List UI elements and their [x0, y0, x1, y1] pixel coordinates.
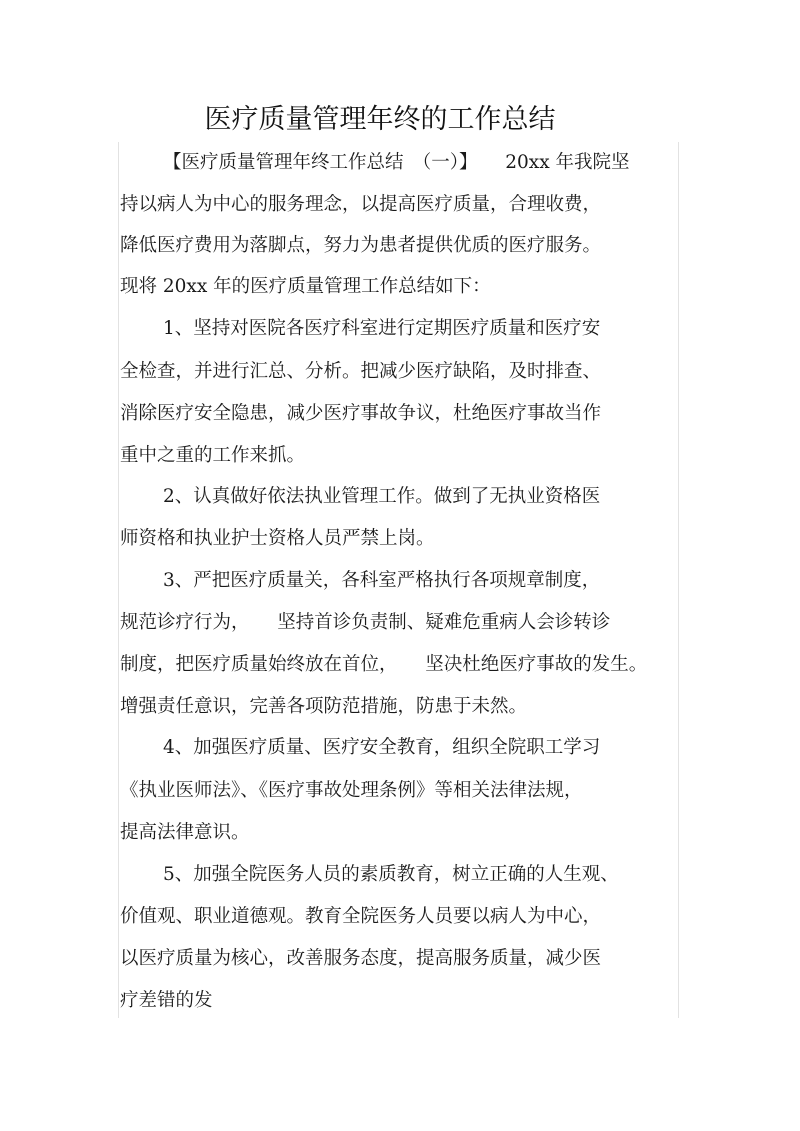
page-frame-right-border — [678, 142, 679, 1018]
paragraph-line: 消除医疗安全隐患，减少医疗事故争议，杜绝医疗事故当作 — [120, 403, 602, 424]
paragraph-line: 以医疗质量为核心，改善服务态度，提高服务质量，减少医 — [120, 948, 602, 969]
paragraph-line: 持以病人为中心的服务理念，以提高医疗质量，合理收费， — [120, 194, 602, 215]
paragraph-line: 2、认真做好依法执业管理工作。做到了无执业资格医 — [163, 486, 601, 507]
paragraph-line: 【医疗质量管理年终工作总结 （一）】 20xx 年我院坚 — [163, 152, 630, 173]
paragraph-line: 《执业医师法》、《医疗事故处理条例》等相关法律法规， — [120, 780, 583, 801]
paragraph-line: 提高法律意识。 — [120, 822, 250, 843]
paragraph-line: 价值观、职业道德观。教育全院医务人员要以病人为中心， — [120, 906, 602, 927]
paragraph-line: 1、坚持对医院各医疗科室进行定期医疗质量和医疗安 — [163, 318, 601, 339]
paragraph-line: 制度，把医疗质量始终放在首位， 坚决杜绝医疗事故的发生。 — [120, 654, 648, 675]
paragraph-line: 重中之重的工作来抓。 — [120, 445, 306, 466]
paragraph-line: 师资格和执业护士资格人员严禁上岗。 — [120, 528, 435, 549]
paragraph-line: 增强责任意识，完善各项防范措施，防患于未然。 — [120, 696, 528, 717]
paragraph-line: 降低医疗费用为落脚点，努力为患者提供优质的医疗服务。 — [120, 235, 602, 256]
paragraph-line: 疗差错的发 — [120, 990, 213, 1011]
paragraph-line: 现将 20xx 年的医疗质量管理工作总结如下： — [120, 276, 491, 297]
paragraph-line: 5、加强全院医务人员的素质教育，树立正确的人生观、 — [163, 864, 619, 885]
page-frame-left-border — [118, 142, 119, 1018]
paragraph-line: 4、加强医疗质量、医疗安全教育，组织全院职工学习 — [163, 737, 601, 758]
paragraph-line: 3、严把医疗质量关，各科室严格执行各项规章制度， — [163, 570, 601, 591]
paragraph-line: 规范诊疗行为， 坚持首诊负责制、疑难危重病人会诊转诊 — [120, 612, 611, 633]
paragraph-line: 全检查，并进行汇总、分析。把减少医疗缺陷，及时排查、 — [120, 361, 602, 382]
document-title: 医疗质量管理年终的工作总结 — [204, 104, 556, 135]
